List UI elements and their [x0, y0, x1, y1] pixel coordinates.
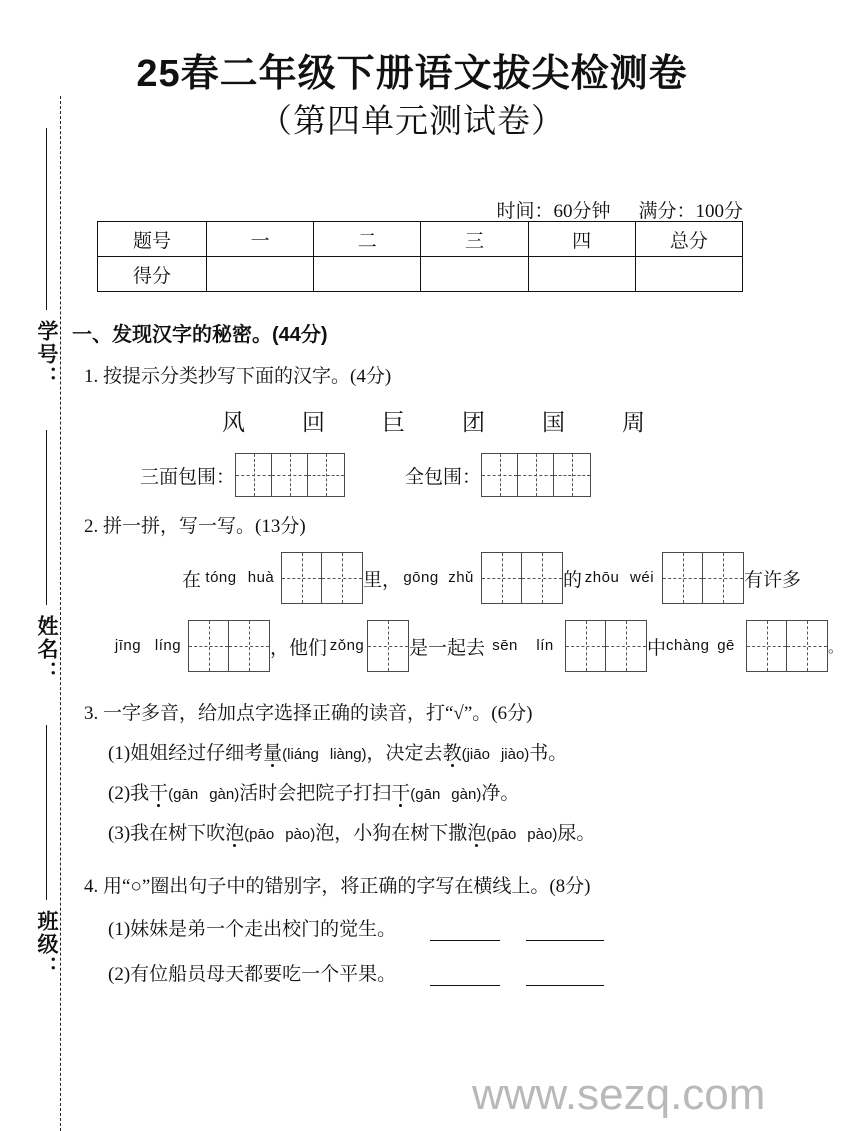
answer-blank[interactable] — [526, 921, 604, 941]
row-label-score: 得分 — [98, 257, 207, 292]
tianzige-cell[interactable] — [236, 454, 272, 496]
pinyin-label: tóng huà — [205, 569, 275, 587]
text-fragment: 。 — [828, 639, 843, 656]
question-3-item-1[interactable]: (1)姐姐经过仔细考量(liáng liàng)，决定去教(jiāo jiào)书。 — [108, 743, 568, 764]
pinyin-label: zhōu wéi — [584, 569, 655, 587]
student-info-margin — [0, 0, 62, 1131]
tianzige-cell[interactable] — [747, 621, 787, 671]
pinyin-grid-group-zong — [327, 620, 409, 672]
pinyin-label: sēn lín — [492, 637, 554, 655]
dotted-character: 泡 — [225, 823, 245, 844]
student-id-write-line — [46, 128, 47, 310]
column-header-2: 二 — [314, 222, 421, 257]
tianzige-cell[interactable] — [229, 621, 269, 671]
tianzige-grid-full-enclosure[interactable] — [481, 453, 591, 497]
text-fragment: 有许多 — [744, 569, 802, 591]
question-3-stem: 3. 一字多音，给加点字选择正确的读音，打“√”。(6分) — [84, 703, 533, 724]
tianzige-cell[interactable] — [482, 553, 522, 603]
row-label-question-no: 题号 — [98, 222, 207, 257]
question-2-line-2 — [62, 620, 843, 672]
dotted-character: 泡 — [467, 823, 487, 844]
tianzige-grid-three-sided[interactable] — [235, 453, 345, 497]
pinyin-grid-group-changge — [666, 620, 828, 672]
tianzige-cell[interactable] — [322, 553, 362, 603]
pinyin-grid-group-senlin — [485, 620, 647, 672]
sentence-text: (2)有位船员母天都要吃一个平果。 — [108, 964, 397, 985]
char-item: 巨 — [382, 410, 405, 435]
student-id-label: 学号： — [35, 320, 58, 389]
question-4-item-2 — [108, 959, 800, 986]
tianzige-cell[interactable] — [272, 454, 308, 496]
score-cell-total[interactable] — [635, 257, 742, 292]
tianzige-grid[interactable] — [367, 620, 409, 672]
char-item: 国 — [542, 410, 565, 435]
dotted-character: 干 — [391, 783, 411, 804]
char-item: 团 — [462, 410, 485, 435]
group-label-full-enclosure: 全包围： — [405, 466, 482, 488]
tianzige-grid[interactable] — [281, 552, 363, 604]
tianzige-cell[interactable] — [787, 621, 827, 671]
tianzige-cell[interactable] — [606, 621, 646, 671]
char-item: 风 — [222, 410, 245, 435]
question-2-line-1 — [62, 552, 800, 604]
student-class-label: 班级： — [35, 910, 58, 979]
tianzige-grid[interactable] — [481, 552, 563, 604]
pinyin-label: zǒng — [329, 637, 365, 655]
score-cell-2[interactable] — [314, 257, 421, 292]
pinyin-grid-group-jingling — [108, 620, 270, 672]
text-fragment: ，他们 — [270, 637, 328, 659]
tianzige-grid[interactable] — [746, 620, 828, 672]
pinyin-label: jīng líng — [114, 637, 182, 655]
tianzige-cell[interactable] — [368, 621, 408, 671]
tianzige-cell[interactable] — [663, 553, 703, 603]
question-2-stem: 2. 拼一拼，写一写。(13分) — [84, 516, 306, 537]
group-label-three-sided: 三面包围： — [140, 466, 236, 488]
dotted-character: 量 — [263, 743, 283, 764]
text-fragment: 中 — [647, 637, 667, 659]
table-row-scores — [98, 257, 743, 292]
tianzige-cell[interactable] — [554, 454, 590, 496]
column-header-total: 总分 — [635, 222, 742, 257]
column-header-4: 四 — [528, 222, 635, 257]
student-name-label: 姓名： — [35, 615, 58, 684]
student-class-write-line — [46, 725, 47, 900]
tianzige-cell[interactable] — [282, 553, 322, 603]
question-1-stem: 1. 按提示分类抄写下面的汉字。(4分) — [84, 366, 392, 387]
column-header-1: 一 — [207, 222, 314, 257]
pinyin-label: gōng zhǔ — [403, 569, 474, 587]
pinyin-grid-group-tonghua — [201, 552, 363, 604]
score-cell-4[interactable] — [528, 257, 635, 292]
student-name-write-line — [46, 430, 47, 605]
text-fragment: 在 — [182, 569, 202, 591]
answer-blank[interactable] — [430, 921, 500, 941]
question-4-item-1 — [108, 914, 800, 941]
tianzige-cell[interactable] — [189, 621, 229, 671]
total-marks: 满分：100分 — [638, 201, 743, 222]
column-header-3: 三 — [421, 222, 528, 257]
question-4-stem: 4. 用“○”圈出句子中的错别字，将正确的字写在横线上。(8分) — [84, 876, 591, 897]
tianzige-cell[interactable] — [522, 553, 562, 603]
tianzige-cell[interactable] — [482, 454, 518, 496]
tianzige-grid[interactable] — [662, 552, 744, 604]
score-cell-3[interactable] — [421, 257, 528, 292]
page-title: 25春二年级下册语文拔尖检测卷 — [136, 53, 688, 95]
pinyin-label: chàng gē — [666, 637, 735, 655]
exam-body — [62, 318, 843, 986]
tianzige-cell[interactable] — [308, 454, 344, 496]
tianzige-grid[interactable] — [188, 620, 270, 672]
tianzige-cell[interactable] — [566, 621, 606, 671]
tianzige-cell[interactable] — [518, 454, 554, 496]
answer-blank[interactable] — [430, 966, 500, 986]
question-1-answer-row — [62, 453, 800, 497]
score-cell-1[interactable] — [207, 257, 314, 292]
char-item: 回 — [302, 410, 325, 435]
table-row-question-numbers — [98, 222, 743, 257]
text-fragment: 里， — [363, 569, 402, 591]
dotted-character: 教 — [442, 743, 462, 764]
score-table — [97, 221, 743, 292]
sentence-text: (1)妹妹是弟一个走出校门的觉生。 — [108, 919, 397, 940]
answer-blank[interactable] — [526, 966, 604, 986]
fold-dashed-line — [60, 96, 61, 1131]
dotted-character: 干 — [149, 783, 169, 804]
text-fragment: 的 — [563, 569, 583, 591]
char-item: 周 — [622, 410, 645, 435]
question-1-character-list — [62, 404, 800, 437]
tianzige-grid[interactable] — [565, 620, 647, 672]
site-watermark: www.sezq.com — [472, 1070, 766, 1119]
question-3-item-3[interactable]: (3)我在树下吹泡(pāo pào)泡，小狗在树下撒泡(pāo pào)尿。 — [108, 823, 596, 844]
question-3-item-2[interactable]: (2)我干(gān gàn)活时会把院子打扫干(gān gàn)净。 — [108, 783, 520, 804]
exam-meta — [97, 196, 743, 223]
pinyin-grid-group-gongzhu — [401, 552, 563, 604]
page-subtitle: （第四单元测试卷） — [259, 103, 565, 140]
title-block — [62, 52, 762, 144]
text-fragment: 是一起去 — [409, 637, 486, 659]
section-heading-1: 一、发现汉字的秘密。(44分) — [72, 324, 328, 346]
time-limit: 时间：60分钟 — [496, 201, 611, 222]
pinyin-grid-group-zhouwei — [582, 552, 744, 604]
tianzige-cell[interactable] — [703, 553, 743, 603]
